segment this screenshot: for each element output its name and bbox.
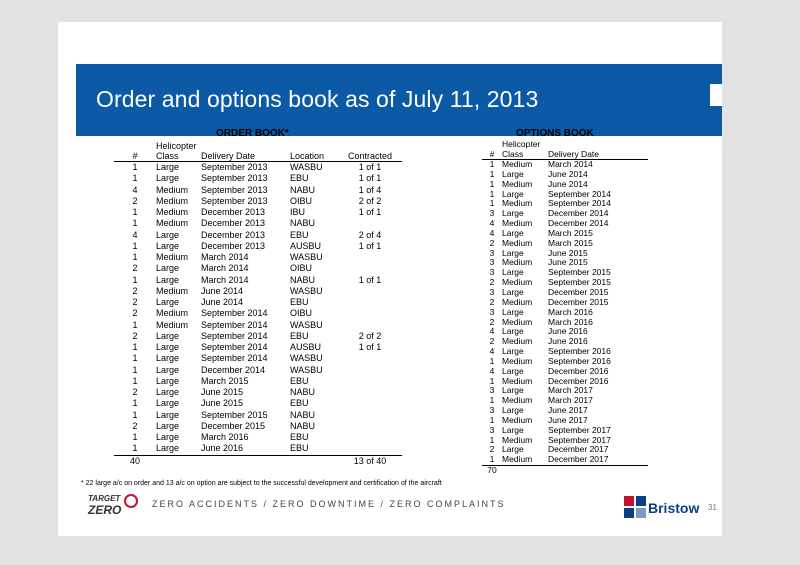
order-contracted: 2 of 2 bbox=[358, 330, 382, 341]
option-class: Large bbox=[502, 424, 524, 435]
order-header-class-top: Helicopter bbox=[156, 141, 197, 151]
order-class: Medium bbox=[156, 195, 189, 206]
option-class: Medium bbox=[502, 414, 533, 425]
order-header-num: # bbox=[114, 151, 156, 162]
order-class: Medium bbox=[156, 319, 189, 330]
option-class: Medium bbox=[502, 454, 533, 465]
order-num: 1 bbox=[132, 375, 138, 386]
order-date: June 2015 bbox=[201, 387, 244, 397]
order-book-title: ORDER BOOK* bbox=[216, 128, 289, 139]
table-row bbox=[114, 320, 402, 331]
option-class: Medium bbox=[502, 218, 533, 229]
option-date: March 2016 bbox=[548, 306, 593, 317]
order-class: Medium bbox=[156, 184, 189, 195]
footnote: * 22 large a/c on order and 13 a/c on option are subject to the successful development and certification of the aircraft bbox=[81, 480, 442, 487]
order-location: OIBU bbox=[290, 195, 313, 206]
order-contracted bbox=[338, 320, 402, 331]
order-location: EBU bbox=[290, 173, 309, 184]
order-location: NABU bbox=[290, 184, 316, 195]
option-class: Large bbox=[502, 267, 524, 278]
order-class: Large bbox=[156, 297, 180, 307]
option-num: 2 bbox=[489, 316, 495, 327]
option-num: 3 bbox=[489, 424, 495, 435]
order-class: Large bbox=[156, 173, 180, 184]
table-row bbox=[114, 376, 402, 387]
option-date: March 2017 bbox=[548, 395, 593, 406]
order-contracted: 2 of 4 bbox=[358, 229, 382, 240]
option-num: 2 bbox=[489, 237, 495, 248]
option-class: Large bbox=[502, 365, 524, 376]
order-book-table bbox=[114, 141, 402, 467]
table-row bbox=[114, 241, 402, 252]
order-date: March 2014 bbox=[201, 263, 249, 274]
order-class: Large bbox=[156, 375, 180, 386]
order-num: 1 bbox=[132, 274, 138, 285]
table-row bbox=[482, 455, 648, 465]
order-location: AUSBU bbox=[290, 342, 322, 352]
order-num: 2 bbox=[132, 330, 138, 341]
option-class: Medium bbox=[502, 237, 533, 248]
order-num: 4 bbox=[132, 229, 138, 240]
slide-title: Order and options book as of July 11, 2013 bbox=[96, 86, 539, 112]
order-contracted: 1 of 1 bbox=[358, 342, 382, 352]
order-date: September 2015 bbox=[201, 409, 268, 420]
option-num: 1 bbox=[489, 168, 495, 179]
order-location: IBU bbox=[290, 207, 306, 217]
option-num: 1 bbox=[489, 178, 495, 189]
order-class: Large bbox=[156, 398, 180, 409]
option-num: 2 bbox=[489, 336, 495, 347]
table-row bbox=[114, 275, 402, 286]
order-class: Large bbox=[156, 353, 180, 364]
order-class: Large bbox=[156, 274, 180, 285]
option-class: Large bbox=[502, 208, 524, 219]
order-class: Medium bbox=[156, 207, 189, 217]
order-class: Medium bbox=[156, 308, 189, 319]
option-class: Large bbox=[502, 444, 524, 455]
target-icon bbox=[124, 494, 138, 508]
order-date: September 2014 bbox=[201, 319, 268, 330]
order-date: December 2013 bbox=[201, 207, 266, 217]
option-class: Medium bbox=[502, 375, 533, 386]
table-row bbox=[114, 331, 402, 342]
option-num: 3 bbox=[489, 385, 495, 396]
table-row bbox=[114, 432, 402, 443]
option-date: March 2017 bbox=[548, 385, 593, 396]
option-num: 3 bbox=[489, 208, 495, 219]
table-row bbox=[114, 342, 402, 353]
option-date: September 2015 bbox=[548, 277, 611, 288]
order-date: December 2013 bbox=[201, 229, 266, 240]
option-num: 4 bbox=[489, 346, 495, 357]
option-num: 4 bbox=[489, 227, 495, 238]
options-total: 70 bbox=[482, 466, 502, 476]
option-class: Large bbox=[502, 168, 524, 179]
option-num: 2 bbox=[489, 296, 495, 307]
order-location: EBU bbox=[290, 229, 309, 240]
option-date: December 2017 bbox=[548, 444, 609, 455]
option-date: December 2017 bbox=[548, 454, 609, 465]
order-date: March 2014 bbox=[201, 274, 249, 285]
table-row bbox=[114, 365, 402, 376]
order-num: 1 bbox=[132, 319, 138, 330]
order-header-contracted: Contracted bbox=[338, 151, 402, 162]
order-num: 1 bbox=[132, 432, 138, 442]
order-contracted: 1 of 1 bbox=[358, 240, 382, 251]
order-num: 1 bbox=[132, 443, 138, 454]
table-row bbox=[114, 410, 402, 421]
option-num: 1 bbox=[489, 414, 495, 425]
table-row bbox=[114, 297, 402, 308]
table-row bbox=[114, 162, 402, 174]
order-location: EBU bbox=[290, 330, 309, 341]
order-date: December 2013 bbox=[201, 218, 266, 229]
option-date: September 2017 bbox=[548, 434, 611, 445]
option-num: 3 bbox=[489, 286, 495, 297]
order-date: December 2015 bbox=[201, 420, 266, 431]
order-location: EBU bbox=[290, 297, 309, 307]
option-class: Medium bbox=[502, 198, 533, 209]
option-class: Large bbox=[502, 227, 524, 238]
title-bar bbox=[76, 64, 722, 136]
order-date: June 2015 bbox=[201, 398, 244, 409]
order-date: September 2013 bbox=[201, 162, 268, 172]
order-location: EBU bbox=[290, 443, 309, 454]
order-header-location: Location bbox=[290, 151, 338, 162]
option-num: 4 bbox=[489, 326, 495, 337]
option-date: December 2016 bbox=[548, 365, 609, 376]
order-num: 1 bbox=[132, 353, 138, 364]
option-date: June 2016 bbox=[548, 336, 588, 347]
option-num: 1 bbox=[489, 434, 495, 445]
options-header-num: # bbox=[482, 150, 502, 160]
order-location: NABU bbox=[290, 409, 316, 420]
title-bar-notch bbox=[710, 84, 722, 106]
order-date: September 2013 bbox=[201, 184, 268, 195]
order-class: Medium bbox=[156, 285, 189, 296]
order-location: WASBU bbox=[290, 285, 323, 296]
order-header-class: Class bbox=[156, 151, 201, 162]
option-date: December 2015 bbox=[548, 286, 609, 297]
order-num: 2 bbox=[132, 387, 138, 397]
order-num: 4 bbox=[132, 184, 138, 195]
option-date: March 2015 bbox=[548, 237, 593, 248]
option-num: 2 bbox=[489, 277, 495, 288]
option-class: Medium bbox=[502, 355, 533, 366]
table-row bbox=[114, 387, 402, 398]
order-contracted bbox=[338, 252, 402, 263]
option-date: September 2015 bbox=[548, 267, 611, 278]
option-num: 1 bbox=[489, 375, 495, 386]
table-row bbox=[114, 230, 402, 241]
order-num: 2 bbox=[132, 420, 138, 431]
order-location: WASBU bbox=[290, 319, 323, 330]
order-num: 2 bbox=[132, 308, 138, 319]
option-date: December 2014 bbox=[548, 208, 609, 219]
option-class: Large bbox=[502, 326, 524, 337]
option-class: Medium bbox=[502, 336, 533, 347]
order-contracted: 1 of 1 bbox=[358, 207, 382, 217]
option-date: June 2017 bbox=[548, 414, 588, 425]
order-class: Large bbox=[156, 387, 180, 397]
order-contracted bbox=[338, 353, 402, 364]
order-location: EBU bbox=[290, 375, 309, 386]
option-date: June 2017 bbox=[548, 405, 588, 416]
order-date: September 2014 bbox=[201, 353, 268, 364]
order-contracted bbox=[338, 376, 402, 387]
order-contracted bbox=[338, 365, 402, 376]
option-date: March 2014 bbox=[548, 159, 593, 169]
order-num: 2 bbox=[132, 285, 138, 296]
order-contracted bbox=[338, 286, 402, 297]
order-contracted bbox=[338, 443, 402, 455]
options-header-class: Class bbox=[502, 150, 548, 160]
option-num: 4 bbox=[489, 365, 495, 376]
option-date: September 2014 bbox=[548, 198, 611, 209]
option-date: June 2015 bbox=[548, 257, 588, 268]
order-date: June 2016 bbox=[201, 443, 244, 454]
order-num: 1 bbox=[132, 252, 138, 262]
order-num: 1 bbox=[132, 409, 138, 420]
order-contracted: 1 of 1 bbox=[358, 274, 382, 285]
order-date: September 2014 bbox=[201, 330, 268, 341]
order-class: Large bbox=[156, 330, 180, 341]
order-class: Large bbox=[156, 263, 180, 274]
order-class: Medium bbox=[156, 252, 189, 262]
order-num: 2 bbox=[132, 263, 138, 274]
option-class: Medium bbox=[502, 178, 533, 189]
order-num: 2 bbox=[132, 297, 138, 307]
order-location: EBU bbox=[290, 432, 309, 442]
order-num: 1 bbox=[132, 173, 138, 184]
option-date: June 2014 bbox=[548, 168, 588, 179]
order-class: Large bbox=[156, 443, 180, 454]
order-contracted bbox=[338, 218, 402, 229]
order-contracted: 2 of 2 bbox=[358, 195, 382, 206]
option-date: September 2014 bbox=[548, 188, 611, 199]
order-class: Large bbox=[156, 342, 180, 352]
order-location: NABU bbox=[290, 387, 316, 397]
order-date: September 2014 bbox=[201, 342, 268, 352]
order-contracted bbox=[338, 308, 402, 319]
options-book-table bbox=[482, 140, 648, 476]
option-class: Large bbox=[502, 306, 524, 317]
option-num: 3 bbox=[489, 257, 495, 268]
table-row bbox=[114, 263, 402, 274]
order-contracted bbox=[338, 398, 402, 409]
option-date: March 2015 bbox=[548, 227, 593, 238]
option-class: Medium bbox=[502, 296, 533, 307]
table-row bbox=[114, 196, 402, 207]
option-date: December 2015 bbox=[548, 296, 609, 307]
option-num: 3 bbox=[489, 306, 495, 317]
order-date: June 2014 bbox=[201, 285, 244, 296]
option-date: June 2014 bbox=[548, 178, 588, 189]
option-num: 1 bbox=[489, 159, 495, 169]
order-contracted: 1 of 4 bbox=[358, 184, 382, 195]
table-row bbox=[114, 207, 402, 218]
order-total: 40 bbox=[114, 455, 156, 467]
order-date: March 2014 bbox=[201, 252, 249, 262]
order-contracted: 1 of 1 bbox=[358, 173, 382, 184]
order-location: OIBU bbox=[290, 308, 313, 319]
bristow-wordmark: Bristow bbox=[648, 500, 700, 516]
order-class: Large bbox=[156, 240, 180, 251]
order-num: 1 bbox=[132, 207, 138, 217]
order-total-contracted: 13 of 40 bbox=[338, 455, 402, 467]
option-class: Large bbox=[502, 286, 524, 297]
order-date: June 2014 bbox=[201, 297, 244, 307]
option-num: 1 bbox=[489, 454, 495, 465]
table-row bbox=[114, 308, 402, 319]
order-class: Large bbox=[156, 432, 180, 442]
table-row bbox=[114, 218, 402, 229]
order-date: March 2015 bbox=[201, 375, 249, 386]
options-header-date: Delivery Date bbox=[548, 150, 648, 160]
option-num: 3 bbox=[489, 405, 495, 416]
order-location: WASBU bbox=[290, 162, 323, 172]
order-contracted bbox=[338, 432, 402, 443]
option-class: Large bbox=[502, 247, 524, 258]
option-date: December 2016 bbox=[548, 375, 609, 386]
option-date: June 2016 bbox=[548, 326, 588, 337]
option-class: Large bbox=[502, 405, 524, 416]
order-contracted: 1 of 1 bbox=[358, 162, 382, 172]
bristow-mark-icon bbox=[624, 496, 646, 518]
table-row bbox=[114, 421, 402, 432]
option-class: Large bbox=[502, 188, 524, 199]
table-row bbox=[114, 443, 402, 455]
option-num: 3 bbox=[489, 267, 495, 278]
table-row bbox=[114, 173, 402, 184]
order-class: Large bbox=[156, 162, 180, 172]
footer-slogan: ZERO ACCIDENTS / ZERO DOWNTIME / ZERO COMPLAINTS bbox=[152, 499, 506, 509]
order-date: September 2013 bbox=[201, 195, 268, 206]
order-class: Large bbox=[156, 409, 180, 420]
order-location: WASBU bbox=[290, 353, 323, 364]
order-num: 1 bbox=[132, 218, 138, 229]
option-class: Large bbox=[502, 385, 524, 396]
options-book-title: OPTIONS BOOK bbox=[516, 128, 594, 139]
option-date: June 2015 bbox=[548, 247, 588, 258]
target-zero-logo bbox=[86, 494, 136, 520]
option-num: 3 bbox=[489, 247, 495, 258]
option-class: Medium bbox=[502, 434, 533, 445]
option-num: 1 bbox=[489, 355, 495, 366]
order-date: September 2013 bbox=[201, 173, 268, 184]
order-num: 1 bbox=[132, 398, 138, 409]
table-row bbox=[114, 398, 402, 409]
option-num: 1 bbox=[489, 395, 495, 406]
page-number: 31 bbox=[708, 503, 717, 512]
options-header-class-top: Helicopter bbox=[502, 139, 541, 149]
target-zero-bottom: ZERO bbox=[88, 503, 122, 517]
option-class: Medium bbox=[502, 257, 533, 268]
order-location: OIBU bbox=[290, 263, 313, 274]
option-date: September 2017 bbox=[548, 424, 611, 435]
option-num: 2 bbox=[489, 444, 495, 455]
order-num: 1 bbox=[132, 162, 138, 172]
order-contracted bbox=[338, 421, 402, 432]
order-date: December 2014 bbox=[201, 364, 266, 375]
order-num: 1 bbox=[132, 342, 138, 352]
order-num: 1 bbox=[132, 240, 138, 251]
order-location: NABU bbox=[290, 274, 316, 285]
footer bbox=[58, 486, 722, 536]
option-class: Medium bbox=[502, 395, 533, 406]
order-contracted bbox=[338, 297, 402, 308]
option-date: September 2016 bbox=[548, 346, 611, 357]
order-class: Medium bbox=[156, 218, 189, 229]
order-num: 1 bbox=[132, 364, 138, 375]
order-location: EBU bbox=[290, 398, 309, 409]
order-location: AUSBU bbox=[290, 240, 322, 251]
order-class: Large bbox=[156, 364, 180, 375]
order-date: March 2016 bbox=[201, 432, 249, 442]
order-date: September 2014 bbox=[201, 308, 268, 319]
option-class: Medium bbox=[502, 159, 533, 169]
table-row bbox=[114, 286, 402, 297]
option-date: September 2016 bbox=[548, 355, 611, 366]
order-class: Large bbox=[156, 229, 180, 240]
order-contracted bbox=[338, 410, 402, 421]
option-class: Large bbox=[502, 346, 524, 357]
option-num: 4 bbox=[489, 218, 495, 229]
option-num: 1 bbox=[489, 198, 495, 209]
order-header-date: Delivery Date bbox=[201, 151, 290, 162]
order-contracted bbox=[338, 387, 402, 398]
order-location: WASBU bbox=[290, 364, 323, 375]
order-location: NABU bbox=[290, 420, 316, 431]
bristow-logo bbox=[624, 492, 700, 520]
order-contracted bbox=[338, 263, 402, 274]
table-row bbox=[114, 353, 402, 364]
option-date: March 2016 bbox=[548, 316, 593, 327]
order-num: 2 bbox=[132, 195, 138, 206]
order-date: December 2013 bbox=[201, 240, 266, 251]
option-date: December 2014 bbox=[548, 218, 609, 229]
order-class: Large bbox=[156, 420, 180, 431]
table-row bbox=[114, 252, 402, 263]
target-zero-top: TARGET bbox=[88, 494, 121, 503]
table-row bbox=[114, 185, 402, 196]
option-class: Medium bbox=[502, 316, 533, 327]
order-location: WASBU bbox=[290, 252, 323, 262]
order-location: NABU bbox=[290, 218, 316, 229]
option-num: 1 bbox=[489, 188, 495, 199]
option-class: Medium bbox=[502, 277, 533, 288]
